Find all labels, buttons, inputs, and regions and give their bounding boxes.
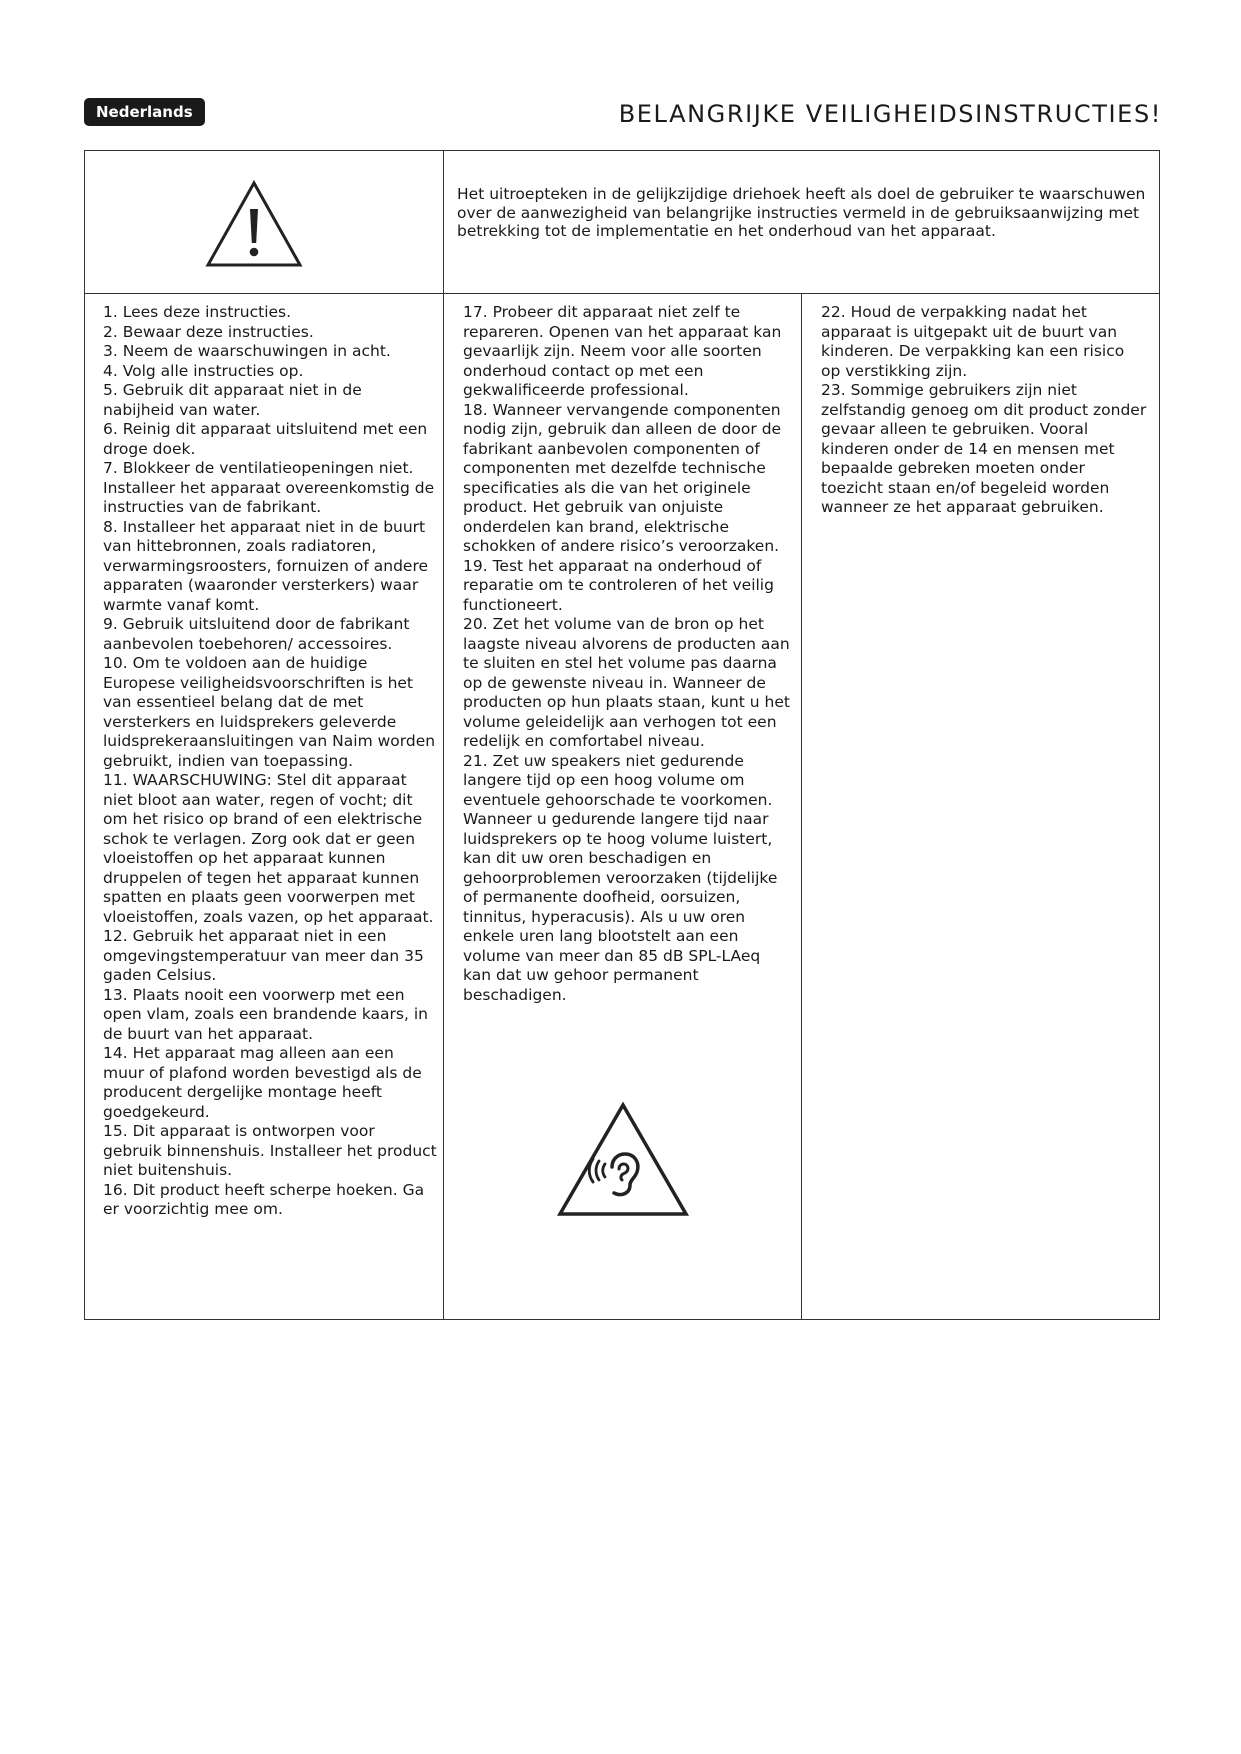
instruction-item: 4. Volg alle instructies op. bbox=[103, 361, 304, 380]
instructions-column-1 bbox=[103, 303, 437, 1220]
hearing-damage-warning-icon bbox=[556, 1101, 690, 1219]
instruction-item: 16. Dit product heeft scherpe hoeken. Ga er voorzichtig mee om. bbox=[103, 1180, 425, 1218]
instruction-item: 14. Het apparaat mag alleen aan een muur of plafond worden bevestigd als de producent dergelijke montage heeft goedgekeurd. bbox=[103, 1044, 422, 1121]
instruction-item: 1. Lees deze instructies. bbox=[103, 303, 292, 321]
instructions-column-2 bbox=[463, 303, 793, 1005]
instruction-item: 15. Dit apparaat is ontworpen voor gebruik binnenshuis. Installeer het product niet buitenshuis. bbox=[103, 1122, 437, 1179]
instruction-item: 9. Gebruik uitsluitend door de fabrikant aanbevolen toebehoren/ accessoires. bbox=[103, 615, 410, 653]
instruction-item: 22. Houd de verpakking nadat het apparaat is uitgepakt uit de buurt van kinderen. De verpakking kan een risico op verstikking zijn. bbox=[821, 303, 1125, 380]
instructions-column-3 bbox=[821, 303, 1147, 518]
instruction-item: 10. Om te voldoen aan de huidige Europese veiligheidsvoorschriften is het van essentieel belang dat de met versterkers en luidsprekers geleverde luidsprekeraansluitingen van Naim worden gebruikt, indien van toepassing. bbox=[103, 654, 436, 770]
instruction-item: 13. Plaats nooit een voorwerp met een open vlam, zoals een brandende kaars, in de buurt van het apparaat. bbox=[103, 985, 428, 1043]
page-title: BELANGRIJKE VEILIGHEIDSINSTRUCTIES! bbox=[618, 100, 1162, 128]
instruction-item: 2. Bewaar deze instructies. bbox=[103, 322, 314, 341]
instruction-item: 5. Gebruik dit apparaat niet in de nabijheid van water. bbox=[103, 381, 362, 419]
instruction-item: 23. Sommige gebruikers zijn niet zelfstandig genoeg om dit product zonder gevaar alleen te gebruiken. Vooral kinderen onder de 14 en mensen met bepaalde gebreken moeten onder toezicht staan en/of begeleid worden wanneer ze het apparaat gebruiken. bbox=[821, 381, 1147, 516]
instruction-item: 8. Installeer het apparaat niet in de buurt van hittebronnen, zoals radiatoren, verwarmingsroosters, fornuizen of andere apparaten (waaronder versterkers) waar warmte vanaf komt. bbox=[103, 517, 429, 614]
column-divider bbox=[801, 293, 802, 1319]
instruction-item: 12. Gebruik het apparaat niet in een omgevingstemperatuur van meer dan 35 gaden Celsius. bbox=[103, 927, 424, 984]
instruction-item: 20. Zet het volume van de bron op het laagste niveau alvorens de producten aan te sluiten en stel het volume pas daarna op de gewenste niveau in. Wanneer de producten op hun plaats staan, kunt u het volume geleidelijk aan verhogen tot een redelijk en comfortabel niveau. bbox=[463, 615, 790, 750]
instruction-item: 3. Neem de waarschuwingen in acht. bbox=[103, 342, 391, 360]
language-badge: Nederlands bbox=[84, 98, 205, 126]
instruction-item: 6. Reinig dit apparaat uitsluitend met een droge doek. bbox=[103, 420, 428, 458]
instruction-item: 21. Zet uw speakers niet gedurende langere tijd op een hoog volume om eventuele gehoorschade te voorkomen. Wanneer u gedurende langere tijd naar luidsprekers op te hoog volume luistert, kan dit uw oren beschadigen en gehoorproblemen veroorzaken (tijdelijke of permanente doofheid, oorsuizen, tinnitus, hyperacusis). Als u uw oren enkele uren lang blootstelt aan een volume van meer dan 85 dB SPL-LAeq kan dat uw gehoor permanent beschadigen. bbox=[463, 751, 778, 1004]
instruction-item: 19. Test het apparaat na onderhoud of reparatie om te controleren of het veilig functioneert. bbox=[463, 556, 774, 614]
instruction-item: 11. WAARSCHUWING: Stel dit apparaat niet bloot aan water, regen of vocht; dit om het risico op brand of een elektrische schok te verlagen. Zorg ook dat er geen vloeistoffen op het apparaat kunnen druppelen of tegen het apparaat kunnen spatten en plaats geen voorwerpen met vloeistoffen, zoals vazen, op het apparaat. bbox=[103, 771, 434, 926]
warning-explanation-text: Het uitroepteken in de gelijkzijdige driehoek heeft als doel de gebruiker te waarschuwen over de aanwezigheid van belangrijke instructies vermeld in de gebruiksaanwijzing met betrekking tot de implementatie en het onderhoud van het apparaat. bbox=[457, 185, 1146, 240]
column-divider bbox=[443, 151, 444, 1319]
warning-triangle-icon bbox=[204, 179, 304, 269]
row-divider bbox=[85, 293, 1159, 294]
instruction-item: 7. Blokkeer de ventilatieopeningen niet. Installeer het apparaat overeenkomstig de instructies van de fabrikant. bbox=[103, 459, 435, 516]
instruction-item: 18. Wanneer vervangende componenten nodig zijn, gebruik dan alleen de door de fabrikant aanbevolen componenten of componenten met dezelfde technische specificaties als die van het originele product. Het gebruik van onjuiste onderdelen kan brand, elektrische schokken of andere risico’s veroorzaken. bbox=[463, 400, 782, 555]
safety-instructions-table bbox=[84, 150, 1160, 1320]
instruction-item: 17. Probeer dit apparaat niet zelf te repareren. Openen van het apparaat kan gevaarlijk zijn. Neem voor alle soorten onderhoud contact op met een gekwalificeerde professional. bbox=[463, 303, 782, 399]
